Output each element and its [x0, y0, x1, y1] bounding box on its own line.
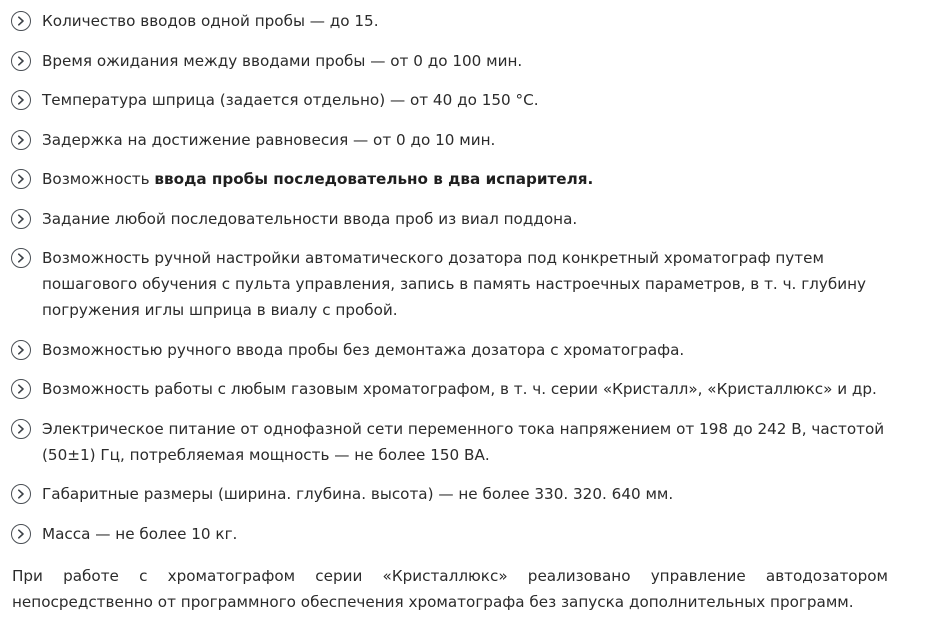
feature-text: Задержка на достижение равновесия — от 0 до 10 мин. [42, 130, 496, 149]
chevron-right-circle-icon [11, 90, 31, 110]
list-item [11, 166, 916, 192]
feature-text: Количество вводов одной пробы — до 15. [42, 12, 379, 30]
list-item [11, 245, 916, 323]
chevron-right-circle-icon [11, 248, 31, 268]
feature-text: Время ожидания между вводами пробы — от 0 до 100 мин. [42, 51, 523, 70]
feature-text: Возможность ручной настройки автоматического дозатора под конкретный хроматограф путем пошагового обучения с пульта управления, запись в память настроечных параметров, в т. ч. глубину погружения иглы шприца в виалу с пробой. [42, 249, 867, 319]
list-item [11, 337, 916, 363]
feature-text-regular: Возможность [42, 170, 155, 188]
list-item [11, 206, 916, 232]
feature-list [11, 8, 916, 560]
chevron-right-circle-icon [11, 209, 31, 229]
chevron-right-circle-icon [11, 340, 31, 360]
feature-text: Температура шприца (задается отдельно) — от 40 до 150 °С. [42, 91, 539, 109]
feature-text-bold: ввода пробы последовательно в два испарителя. [154, 170, 594, 188]
list-item [11, 8, 916, 34]
list-item [11, 87, 916, 113]
note-paragraph: При работе с хроматографом серии «Кристаллюкс» реализовано управление автодозатором непосредственно от программного обеспечения хроматографа без запуска дополнительных программ. [12, 567, 888, 611]
feature-text: Габаритные размеры (ширина. глубина. высота) — не более 330. 320. 640 мм. [42, 485, 674, 503]
feature-text: Электрическое питание от однофазной сети переменного тока напряжением от 198 до 242 В, частотой (50±1) Гц, потребляемая мощность — не более 150 ВА. [42, 419, 885, 464]
chevron-right-circle-icon [11, 524, 31, 544]
chevron-right-circle-icon [11, 169, 31, 189]
feature-text: Масса — не более 10 кг. [42, 524, 238, 543]
list-item [11, 481, 916, 507]
chevron-right-circle-icon [11, 11, 31, 31]
feature-text: Возможность работы с любым газовым хроматографом, в т. ч. серии «Кристалл», «Кристаллюкс» и др. [42, 380, 877, 398]
feature-text [42, 166, 916, 192]
list-item [11, 127, 916, 153]
list-item [11, 48, 916, 74]
chevron-right-circle-icon [11, 419, 31, 439]
chevron-right-circle-icon [11, 130, 31, 150]
list-item [11, 376, 916, 402]
feature-text: Задание любой последовательности ввода проб из виал поддона. [42, 209, 578, 228]
list-item [11, 521, 916, 547]
feature-text: Возможностью ручного ввода пробы без демонтажа дозатора с хроматографа. [42, 340, 685, 359]
chevron-right-circle-icon [11, 51, 31, 71]
list-item [11, 416, 916, 468]
chevron-right-circle-icon [11, 484, 31, 504]
chevron-right-circle-icon [11, 379, 31, 399]
